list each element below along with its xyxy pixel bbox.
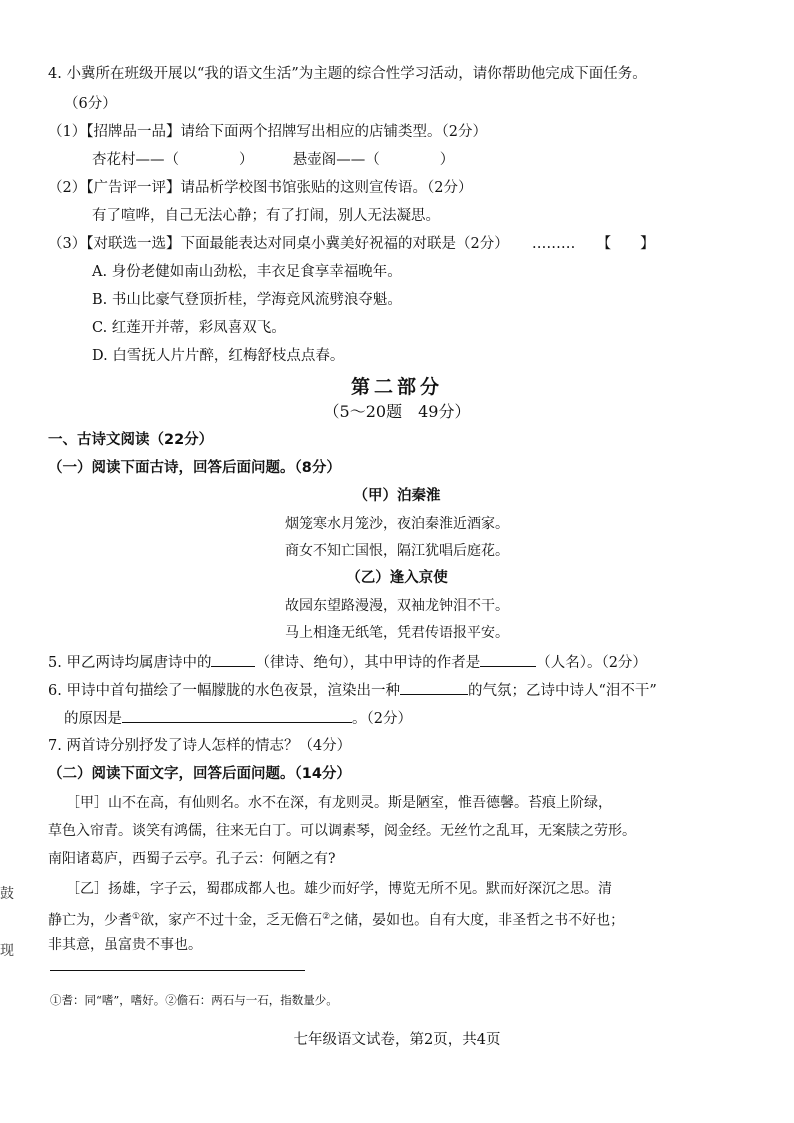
edge-char-2: 现 xyxy=(0,943,14,959)
q6-part-b: 的气氛；乙诗中诗人“泪不干” xyxy=(467,683,657,699)
q5-blank-1[interactable] xyxy=(211,652,255,667)
edge-char-1: 鼓 xyxy=(0,886,14,902)
part2-title: 第二部分 xyxy=(350,376,443,398)
q4-sub2: （2）【广告评一评】请品析学校图书馆张贴的这则宣传语。（2分） xyxy=(48,180,473,196)
signboard-b-end: ） xyxy=(439,152,455,168)
question-6-line-1 xyxy=(48,680,657,701)
section1-sub2-heading: （二）阅读下面文字，回答后面问题。（14分） xyxy=(48,766,351,782)
q4-sub3 xyxy=(48,234,655,254)
text-b-line-3: 非其意，虽富贵不事也。 xyxy=(48,937,202,953)
poem-a-line-1: 烟笼寒水月笼沙，夜泊秦淮近酒家。 xyxy=(285,516,509,532)
poem-b-title: （乙）逢入京使 xyxy=(346,570,448,586)
q5-blank-2[interactable] xyxy=(480,652,536,667)
poem-b-line-2: 马上相逢无纸笔，凭君传语报平安。 xyxy=(285,625,509,641)
part2-subtitle: （5～20题 49分） xyxy=(323,402,471,421)
footnote-marker-1: ① xyxy=(132,912,141,922)
q4-sub1: （1）【招牌品一品】请给下面两个招牌写出相应的店铺类型。（2分） xyxy=(48,124,487,140)
option-a: A. 身份老健如南山劲松，丰衣足食享幸福晚年。 xyxy=(92,264,402,280)
text-a-line-1: ［甲］山不在高，有仙则名。水不在深，有龙则灵。斯是陋室，惟吾德馨。苔痕上阶绿， xyxy=(66,795,612,811)
text-b-line-2-a: 静亡为，少耆 xyxy=(48,912,132,929)
q5-part-c: （人名）。（2分） xyxy=(536,655,647,671)
text-b-line-2-c: 之储，晏如也。自有大度，非圣哲之书不好也； xyxy=(330,912,625,929)
text-b-line-2-b: 欲，家产不过十金，乏无儋石 xyxy=(140,912,323,929)
footnote-rule xyxy=(50,970,305,971)
page-footer: 七年级语文试卷，第2页，共4页 xyxy=(293,1032,501,1048)
poem-a-line-2: 商女不知亡国恨，隔江犹唱后庭花。 xyxy=(285,543,509,559)
q6-blank-1[interactable] xyxy=(400,680,468,695)
poem-a-title: （甲）泊秦淮 xyxy=(353,488,441,504)
signboard-b: 悬壶阁——（ xyxy=(292,152,380,168)
q5-part-b: （律诗、绝句），其中甲诗的作者是 xyxy=(255,655,481,671)
q4-sub3-text: （3）【对联选一选】下面最能表达对同桌小冀美好祝福的对联是（2分） xyxy=(48,236,509,252)
q4-stem: 4. 小冀所在班级开展以“我的语文生活”为主题的综合性学习活动，请你帮助他完成下面任务。 xyxy=(48,66,647,82)
q4-score: （6分） xyxy=(64,96,117,112)
q4-sub1-items xyxy=(92,150,454,170)
text-b-line-2 xyxy=(48,907,624,931)
poem-b-line-1: 故园东望路漫漫，双袖龙钟泪不干。 xyxy=(285,598,509,614)
q4-sub3-dots: ……… xyxy=(531,236,576,252)
question-6-line-2 xyxy=(64,708,412,729)
option-d: D. 白雪抚人片片醉，红梅舒枝点点春。 xyxy=(92,348,345,364)
option-b: B. 书山比豪气登顶折桂，学海竞风流劈浪夺魁。 xyxy=(92,292,402,308)
question-7: 7. 两首诗分别抒发了诗人怎样的情志？（4分） xyxy=(48,738,352,754)
footnote: ①耆：同“嗜”，嗜好。②儋石：两石与一石，指数量少。 xyxy=(50,993,338,1007)
q6-part-c: 的原因是 xyxy=(64,711,122,727)
signboard-a-end: ） xyxy=(239,152,254,168)
q6-part-a: 6. 甲诗中首句描绘了一幅朦胧的水色夜景，渲染出一种 xyxy=(48,683,400,699)
text-a-line-2: 草色入帘青。谈笑有鸿儒，往来无白丁。可以调素琴，阅金经。无丝竹之乱耳，无案牍之劳形。 xyxy=(48,823,636,839)
section1-sub1-heading: （一）阅读下面古诗，回答后面问题。（8分） xyxy=(48,460,341,476)
answer-bracket[interactable]: 【 】 xyxy=(596,236,655,252)
q6-part-d: 。（2分） xyxy=(352,711,412,727)
q4-sub2-quote: 有了喧哗，自己无法心静；有了打闹，别人无法凝思。 xyxy=(92,208,440,224)
section1-heading: 一、古诗文阅读（22分） xyxy=(48,432,214,448)
text-a-line-3: 南阳诸葛庐，西蜀子云亭。孔子云：何陋之有? xyxy=(48,851,336,867)
footnote-marker-2: ② xyxy=(322,912,331,922)
q6-blank-2[interactable] xyxy=(122,708,352,723)
q5-part-a: 5. 甲乙两诗均属唐诗中的 xyxy=(48,655,212,671)
signboard-a: 杏花村——（ xyxy=(92,152,179,168)
text-b-line-1: ［乙］扬雄，字子云，蜀郡成都人也。雄少而好学，博览无所不见。默而好深沉之思。清 xyxy=(66,881,612,897)
question-5 xyxy=(48,652,647,673)
option-c: C. 红莲开并蒂，彩凤喜双飞。 xyxy=(92,320,286,336)
